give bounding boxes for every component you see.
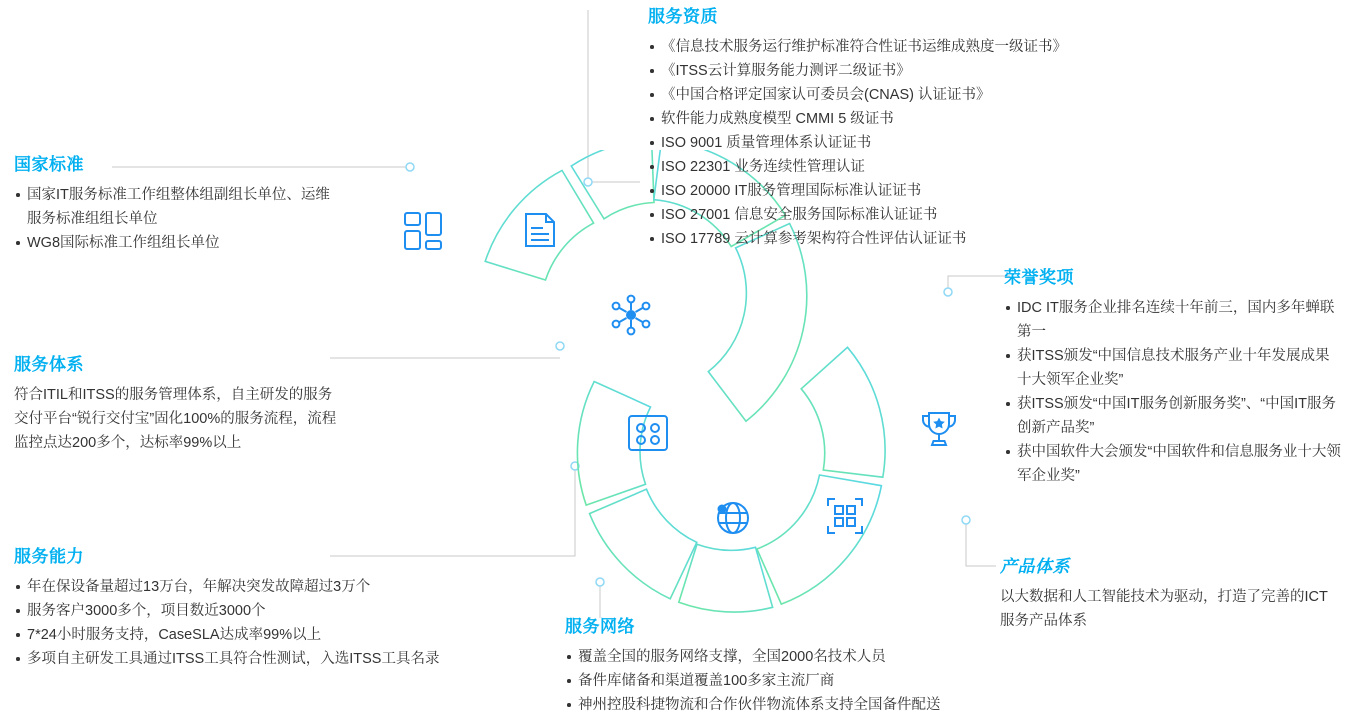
list-national-standard bbox=[14, 183, 344, 255]
block-title-service-system: 服务体系 bbox=[14, 355, 84, 374]
list-item: 《中国合格评定国家认可委员会(CNAS) 认证证书》 bbox=[648, 83, 1118, 107]
list-item: WG8国际标准工作组组长单位 bbox=[14, 231, 344, 255]
block-title-service-capability: 服务能力 bbox=[14, 547, 84, 566]
block-product-system bbox=[1000, 552, 1340, 633]
list-item: 年在保设备量超过13万台，年解决突发故障超过3万个 bbox=[14, 575, 514, 599]
list-item: 国家IT服务标准工作组整体组副组长单位、运维服务标准组组长单位 bbox=[14, 183, 344, 231]
list-item: 多项自主研发工具通过ITSS工具符合性测试，入选ITSS工具名录 bbox=[14, 647, 514, 671]
list-item: 备件库储备和渠道覆盖100多家主流厂商 bbox=[565, 669, 1065, 693]
list-item: 获中国软件大会颁发“中国软件和信息服务业十大领军企业奖” bbox=[1004, 440, 1344, 488]
lower-ring bbox=[577, 347, 885, 612]
list-qualification bbox=[648, 35, 1118, 251]
list-item: ISO 27001 信息安全服务国际标准认证证书 bbox=[648, 203, 1118, 227]
block-title-product-system: 产品体系 bbox=[1000, 557, 1070, 576]
list-service-capability bbox=[14, 575, 514, 671]
block-text-product-system: 以大数据和人工智能技术为驱动，打造了完善的ICT服务产品体系 bbox=[1000, 589, 1328, 629]
block-title-service-network: 服务网络 bbox=[565, 617, 635, 636]
list-item: ISO 9001 质量管理体系认证证书 bbox=[648, 131, 1118, 155]
list-item: 获ITSS颁发“中国信息技术服务产业十年发展成果十大领军企业奖” bbox=[1004, 344, 1344, 392]
block-title-honor: 荣誉奖项 bbox=[1004, 268, 1074, 287]
list-item: ISO 17789 云计算参考架构符合性评估认证证书 bbox=[648, 227, 1118, 251]
block-text-service-system: 符合ITIL和ITSS的服务管理体系，自主研发的服务交付平台“锐行交付宝”固化100%的服务流程，流程监控点达200多个，达标率99%以上 bbox=[14, 387, 337, 451]
list-item: 《ITSS云计算服务能力测评二级证书》 bbox=[648, 59, 1118, 83]
block-title-national-standard: 国家标准 bbox=[14, 155, 84, 174]
list-item: 神州控股科捷物流和合作伙伴物流体系支持全国备件配送 bbox=[565, 693, 1065, 717]
list-item: 服务客户3000多个，项目数近3000个 bbox=[14, 599, 514, 623]
list-honor bbox=[1004, 296, 1344, 488]
list-item: 7*24小时服务支持，CaseSLA达成率99%以上 bbox=[14, 623, 514, 647]
block-honor bbox=[1004, 263, 1344, 488]
block-title-qualification: 服务资质 bbox=[648, 7, 718, 26]
block-qualification bbox=[648, 2, 1118, 251]
list-item: ISO 22301 业务连续性管理认证 bbox=[648, 155, 1118, 179]
block-service-capability bbox=[14, 542, 514, 671]
block-service-network bbox=[565, 612, 1065, 717]
list-item: ISO 20000 IT服务管理国际标准认证证书 bbox=[648, 179, 1118, 203]
list-item: 获ITSS颁发“中国IT服务创新服务奖”、“中国IT服务创新产品奖” bbox=[1004, 392, 1344, 440]
list-item: 覆盖全国的服务网络支撑，全国2000名技术人员 bbox=[565, 645, 1065, 669]
block-service-system bbox=[14, 350, 344, 455]
list-item: 《信息技术服务运行维护标准符合性证书运维成熟度一级证书》 bbox=[648, 35, 1118, 59]
block-national-standard bbox=[14, 150, 344, 255]
list-item: 软件能力成熟度模型 CMMI 5 级证书 bbox=[648, 107, 1118, 131]
list-service-network bbox=[565, 645, 1065, 717]
list-item: IDC IT服务企业排名连续十年前三，国内多年蝉联第一 bbox=[1004, 296, 1344, 344]
